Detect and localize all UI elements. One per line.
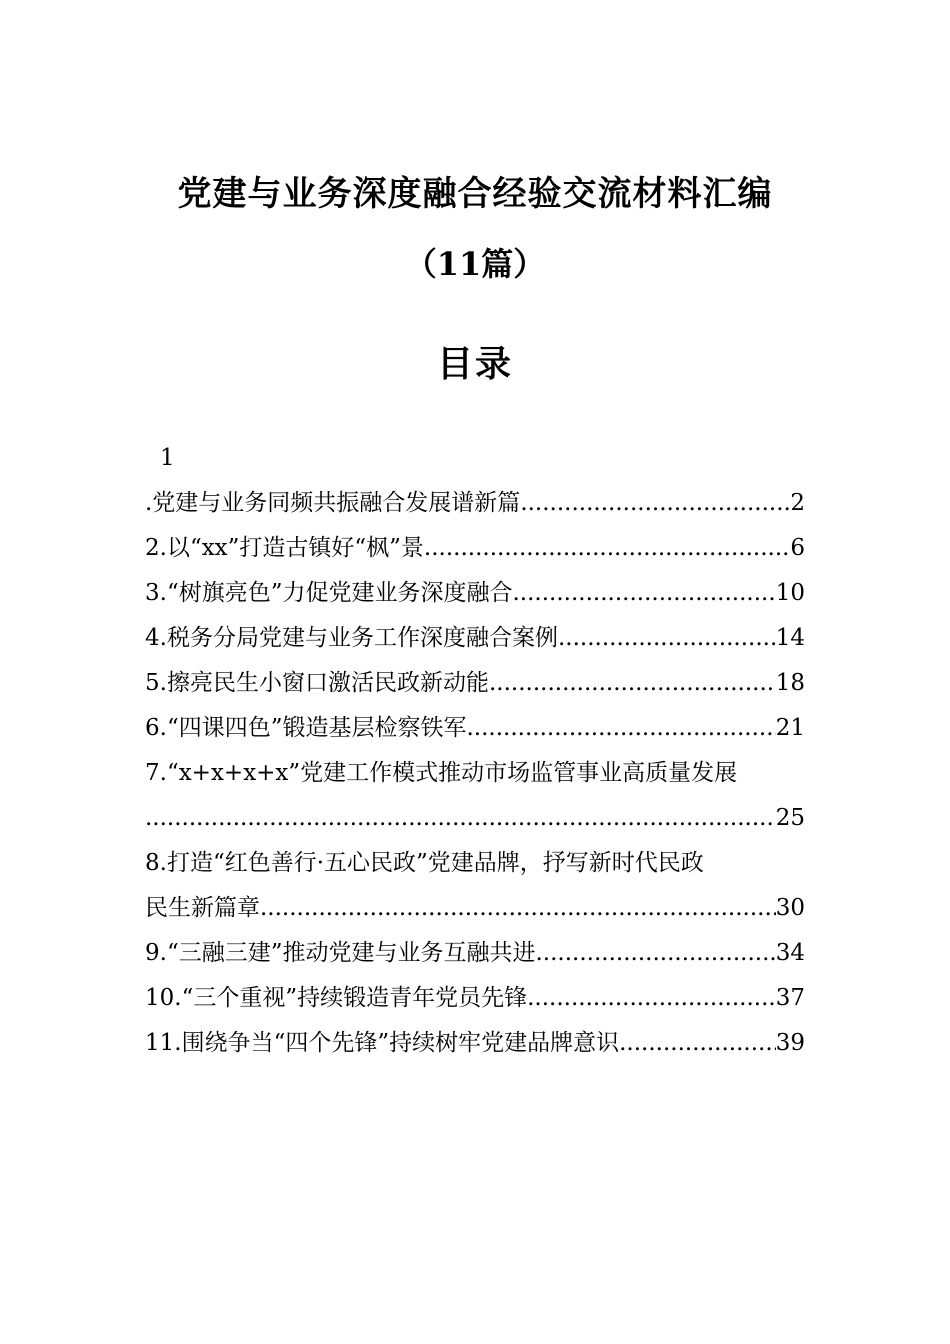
toc-entry-3[interactable] bbox=[145, 571, 805, 616]
toc-entry-6-text: 6.“四课四色”锻造基层检察铁军 bbox=[145, 715, 467, 741]
toc-entry-4-text: 4.税务分局党建与业务工作深度融合案例 bbox=[145, 625, 558, 651]
toc-entry-11-text: 11.围绕争当“四个先锋”持续树牢党建品牌意识 bbox=[145, 1030, 620, 1056]
toc-entry-10-page: 37 bbox=[775, 985, 805, 1011]
toc-entry-3-page: 10 bbox=[775, 580, 805, 606]
table-of-contents bbox=[145, 436, 805, 1066]
toc-leader-dots bbox=[527, 976, 776, 1021]
toc-entry-6[interactable] bbox=[145, 706, 805, 751]
toc-entry-8-text: 民生新篇章 bbox=[145, 895, 260, 921]
toc-entry-1[interactable] bbox=[145, 481, 805, 526]
toc-entry-6-page: 21 bbox=[775, 715, 805, 741]
toc-entry-11[interactable] bbox=[145, 1021, 805, 1066]
toc-entry-7[interactable] bbox=[145, 796, 805, 841]
toc-leader-dots bbox=[466, 706, 775, 751]
document-title: 党建与业务深度融合经验交流材料汇编 bbox=[177, 174, 773, 214]
toc-entry-2-text: 2.以“xx”打造古镇好“枫”景 bbox=[145, 535, 424, 561]
toc-entry-9-text: 9.“三融三建”推动党建与业务互融共进 bbox=[145, 940, 536, 966]
toc-entry-1-text: .党建与业务同频共振融合发展谱新篇 bbox=[145, 490, 521, 516]
toc-entry-5-page: 18 bbox=[775, 670, 805, 696]
toc-leader-dots bbox=[520, 481, 790, 526]
toc-entry-1-page: 2 bbox=[790, 490, 805, 516]
toc-entry-5[interactable] bbox=[145, 661, 805, 706]
document-subtitle: （11篇） bbox=[404, 245, 546, 283]
toc-leader-dots bbox=[558, 616, 776, 661]
toc-entry-8-line1[interactable]: 8.打造“红色善行·五心民政”党建品牌，抒写新时代民政 bbox=[145, 850, 704, 876]
toc-leader-dots bbox=[489, 661, 776, 706]
toc-leader-dots bbox=[260, 886, 776, 931]
toc-entry-1-number: 1 bbox=[160, 445, 175, 471]
toc-leader-dots bbox=[424, 526, 790, 571]
toc-entry-10-text: 10.“三个重视”持续锻造青年党员先锋 bbox=[145, 985, 528, 1011]
toc-heading: 目录 bbox=[436, 343, 513, 385]
toc-entry-7-page: 25 bbox=[775, 805, 805, 831]
toc-entry-3-text: 3.“树旗亮色”力促党建业务深度融合 bbox=[145, 580, 513, 606]
toc-entry-9[interactable] bbox=[145, 931, 805, 976]
toc-leader-dots bbox=[535, 931, 775, 976]
toc-entry-8-page: 30 bbox=[775, 895, 805, 921]
toc-entry-8[interactable] bbox=[145, 886, 805, 931]
toc-entry-11-page: 39 bbox=[775, 1030, 805, 1056]
toc-entry-4[interactable] bbox=[145, 616, 805, 661]
toc-entry-2[interactable] bbox=[145, 526, 805, 571]
toc-entry-5-text: 5.擦亮民生小窗口激活民政新动能 bbox=[145, 670, 489, 696]
toc-leader-dots bbox=[512, 571, 775, 616]
toc-entry-10[interactable] bbox=[145, 976, 805, 1021]
toc-leader-dots bbox=[619, 1021, 776, 1066]
toc-leader-dots bbox=[145, 796, 776, 841]
toc-entry-4-page: 14 bbox=[775, 625, 805, 651]
toc-entry-9-page: 34 bbox=[775, 940, 805, 966]
toc-entry-2-page: 6 bbox=[790, 535, 805, 561]
toc-entry-7-line1[interactable]: 7.“x+x+x+x”党建工作模式推动市场监管事业高质量发展 bbox=[145, 760, 738, 786]
